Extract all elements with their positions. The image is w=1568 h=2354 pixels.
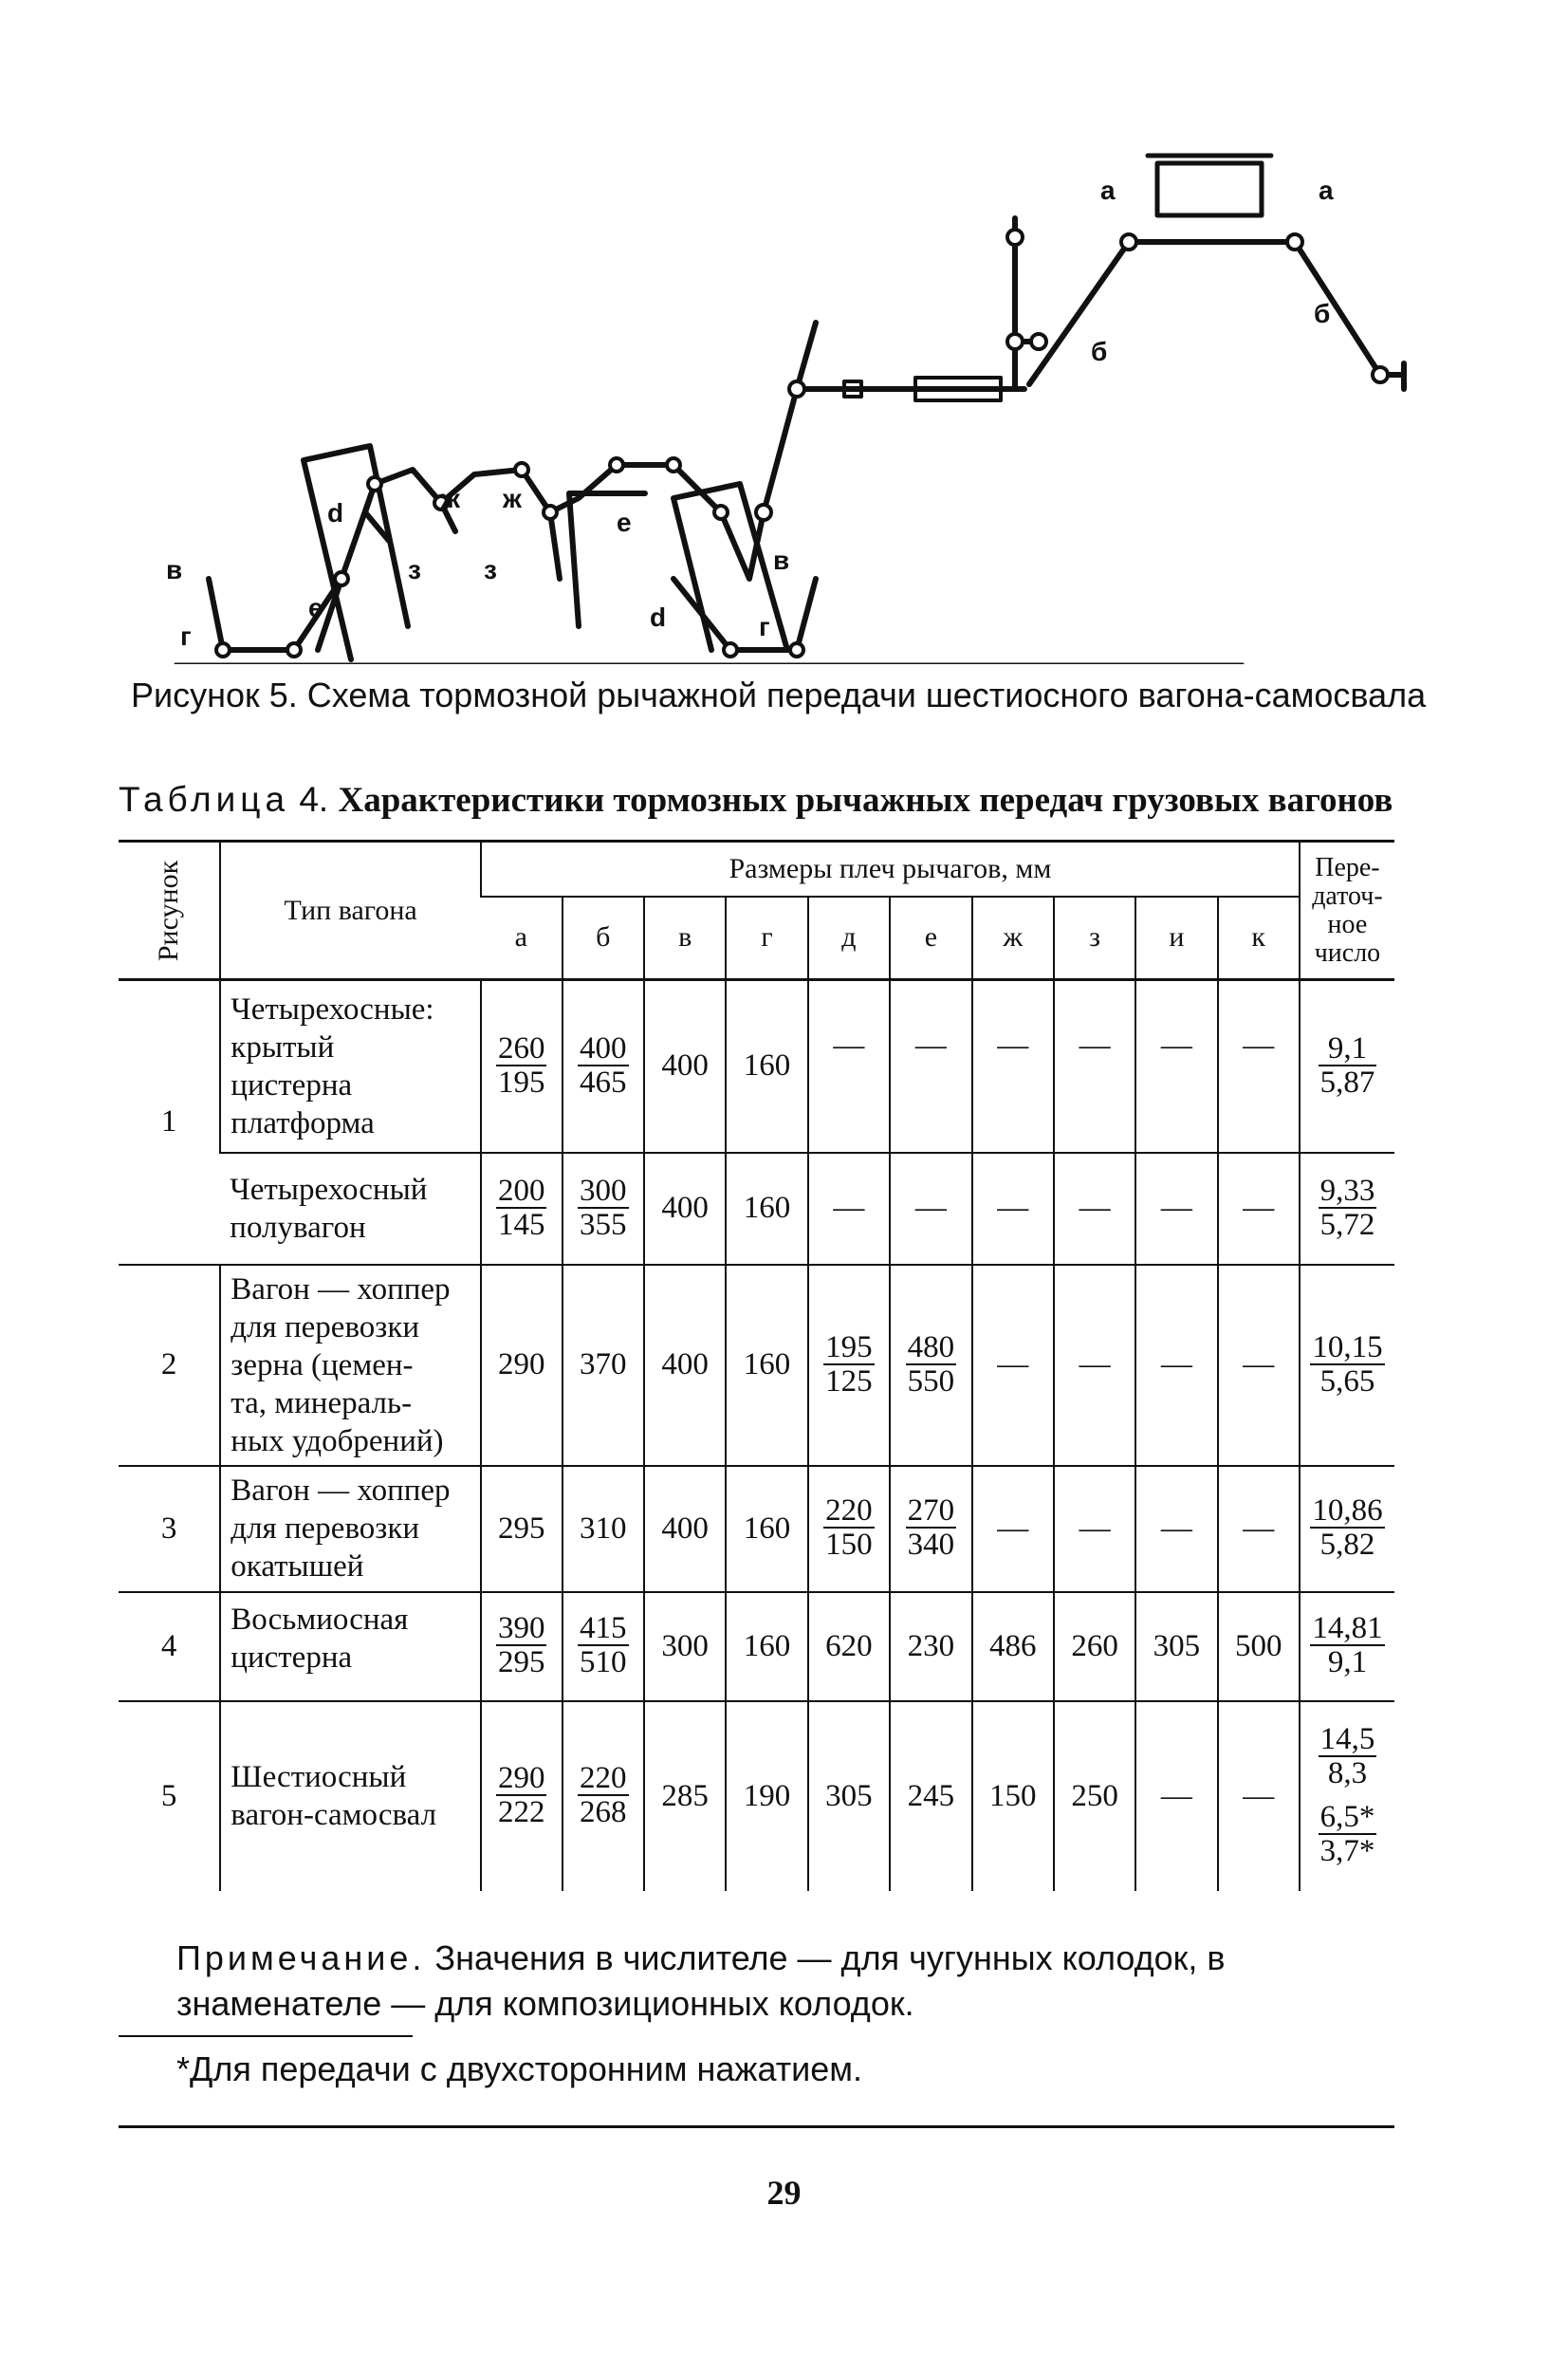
cell-a: 290 bbox=[481, 1265, 563, 1466]
cell-v: 285 bbox=[644, 1701, 726, 1891]
row-type: Восьмиосная цистерна bbox=[220, 1592, 481, 1701]
table-row bbox=[119, 1265, 1394, 1466]
cell-b: $\frac{415}{510}$ bbox=[563, 1592, 645, 1701]
cell-g: 160 bbox=[726, 1592, 807, 1701]
cell-i: — bbox=[1135, 980, 1217, 1153]
table-row bbox=[119, 1466, 1394, 1592]
cell-z: 260 bbox=[1054, 1592, 1135, 1701]
header-ratio: Пере- даточ- ное число bbox=[1300, 842, 1394, 980]
row-type: Вагон — хоппер для перевозки окатышей bbox=[220, 1466, 481, 1592]
cell-g: 190 bbox=[726, 1701, 807, 1891]
cell-b: $\frac{300}{355}$ bbox=[563, 1153, 645, 1265]
svg-text:ж: ж bbox=[441, 484, 460, 513]
cell-zh: — bbox=[972, 1153, 1054, 1265]
brake-linkage-diagram bbox=[142, 133, 1413, 664]
cell-d: 305 bbox=[808, 1701, 891, 1891]
cell-b: 370 bbox=[563, 1265, 645, 1466]
cell-b: $\frac{400}{465}$ bbox=[563, 980, 645, 1153]
header-arm-zh: ж bbox=[972, 897, 1054, 980]
table-title bbox=[119, 780, 1393, 821]
cell-g: 160 bbox=[726, 1265, 807, 1466]
cell-i: — bbox=[1135, 1153, 1217, 1265]
header-sizes: Размеры плеч рычагов, мм bbox=[481, 842, 1300, 897]
header-arm-d: д bbox=[808, 897, 891, 980]
header-arm-z: з bbox=[1054, 897, 1135, 980]
cell-a: $\frac{260}{195}$ bbox=[481, 980, 563, 1153]
cell-i: — bbox=[1135, 1466, 1217, 1592]
row-type: Вагон — хоппер для перевозки зерна (цемен- та, минераль- ных удобрений) bbox=[220, 1265, 481, 1466]
svg-text:з: з bbox=[484, 555, 497, 584]
row-figure: 2 bbox=[119, 1265, 220, 1466]
cell-ratio: $\frac{9,1}{5,87}$ bbox=[1300, 980, 1394, 1153]
cell-g: 160 bbox=[726, 980, 807, 1153]
cell-ratio: $\frac{10,86}{5,82}$ bbox=[1300, 1466, 1394, 1592]
cell-v: 400 bbox=[644, 1466, 726, 1592]
header-arm-g: г bbox=[726, 897, 807, 980]
cell-a: $\frac{390}{295}$ bbox=[481, 1592, 563, 1701]
cell-z: — bbox=[1054, 1466, 1135, 1592]
cell-ratio: $\frac{9,33}{5,72}$ bbox=[1300, 1153, 1394, 1265]
cell-d: — bbox=[808, 980, 891, 1153]
table-row bbox=[119, 1592, 1394, 1701]
svg-text:e: e bbox=[308, 593, 323, 622]
note-text: Значения в числителе — для чугунных колодок, в знаменателе — для композиционных колодок. bbox=[176, 1938, 1226, 2023]
svg-text:d: d bbox=[327, 498, 344, 528]
cell-d: $\frac{220}{150}$ bbox=[808, 1466, 891, 1592]
row-figure: 4 bbox=[119, 1592, 220, 1701]
note-label: Примечание. bbox=[176, 1938, 426, 1977]
svg-text:d: d bbox=[650, 602, 667, 632]
cell-e: 245 bbox=[890, 1701, 972, 1891]
cell-ratio: $\frac{14,5}{8,3}$ $\frac{6,5*}{3,7*}$ bbox=[1300, 1701, 1394, 1891]
cell-v: 400 bbox=[644, 980, 726, 1153]
cell-a: $\frac{200}{145}$ bbox=[481, 1153, 563, 1265]
cell-b: $\frac{220}{268}$ bbox=[563, 1701, 645, 1891]
cell-zh: — bbox=[972, 1265, 1054, 1466]
cell-i: 305 bbox=[1135, 1592, 1217, 1701]
svg-text:ж: ж bbox=[503, 484, 522, 513]
row-type: Четырехосные: крытый цистерна платформа bbox=[220, 980, 481, 1153]
cell-zh: 150 bbox=[972, 1701, 1054, 1891]
svg-text:б: б bbox=[1314, 299, 1331, 328]
row-type: Четырехосный полувагон bbox=[220, 1153, 481, 1265]
svg-text:г: г bbox=[759, 612, 770, 641]
cell-d: — bbox=[808, 1153, 891, 1265]
header-arm-a: а bbox=[481, 897, 563, 980]
header-figure: Рисунок bbox=[119, 842, 220, 980]
cell-k: — bbox=[1218, 980, 1300, 1153]
row-figure: 5 bbox=[160, 1778, 177, 1813]
cell-i: — bbox=[1135, 1265, 1217, 1466]
cell-e: $\frac{270}{340}$ bbox=[890, 1466, 972, 1592]
svg-text:в: в bbox=[166, 555, 183, 584]
header-arm-v: в bbox=[644, 897, 726, 980]
cell-a: $\frac{290}{222}$ bbox=[481, 1701, 563, 1891]
cell-a: 295 bbox=[481, 1466, 563, 1592]
cell-b: 310 bbox=[563, 1466, 645, 1592]
row-type: Шестиосный вагон-самосвал bbox=[220, 1701, 481, 1891]
cell-d: $\frac{195}{125}$ bbox=[808, 1265, 891, 1466]
cell-g: 160 bbox=[726, 1466, 807, 1592]
cell-g: 160 bbox=[726, 1153, 807, 1265]
cell-z: — bbox=[1054, 980, 1135, 1153]
header-type: Тип вагона bbox=[220, 842, 481, 980]
row-figure: 1 bbox=[119, 980, 220, 1265]
cell-e: — bbox=[890, 1153, 972, 1265]
cell-z: — bbox=[1054, 1153, 1135, 1265]
footnote: *Для передачи с двухсторонним нажатием. bbox=[176, 2049, 863, 2088]
cell-z: — bbox=[1054, 1265, 1135, 1466]
cell-k: — bbox=[1218, 1466, 1300, 1592]
cell-e: — bbox=[890, 980, 972, 1153]
cell-k: — bbox=[1218, 1265, 1300, 1466]
svg-text:г: г bbox=[180, 621, 192, 651]
cell-v: 300 bbox=[644, 1592, 726, 1701]
cell-k: — bbox=[1218, 1701, 1300, 1891]
header-arm-b: б bbox=[563, 897, 645, 980]
page-bottom-rule bbox=[119, 2125, 1394, 2128]
cell-ratio: $\frac{10,15}{5,65}$ bbox=[1300, 1265, 1394, 1466]
cell-k: — bbox=[1218, 1153, 1300, 1265]
table-heading: Характеристики тормозных рычажных передач грузовых вагонов bbox=[338, 781, 1393, 820]
page-number: 29 bbox=[766, 2174, 802, 2212]
header-arm-k: к bbox=[1218, 897, 1300, 980]
footnote-divider bbox=[119, 2035, 413, 2037]
cell-ratio: $\frac{14,81}{9,1}$ bbox=[1300, 1592, 1394, 1701]
table-label: Таблица bbox=[119, 780, 290, 819]
cell-v: 400 bbox=[644, 1265, 726, 1466]
svg-text:а: а bbox=[1319, 176, 1334, 205]
cell-k: 500 bbox=[1218, 1592, 1300, 1701]
svg-text:в: в bbox=[773, 546, 790, 575]
svg-text:з: з bbox=[408, 555, 421, 584]
cell-d: 620 bbox=[808, 1592, 891, 1701]
table-row bbox=[119, 1153, 1394, 1265]
table-note bbox=[176, 1936, 1391, 2027]
svg-text:а: а bbox=[1100, 176, 1116, 205]
cell-v: 400 bbox=[644, 1153, 726, 1265]
svg-text:б: б bbox=[1091, 337, 1108, 366]
characteristics-table bbox=[119, 840, 1394, 1891]
cell-z: 250 bbox=[1054, 1701, 1135, 1891]
cell-i: — bbox=[1135, 1701, 1217, 1891]
table-row bbox=[119, 1701, 1394, 1891]
cell-e: 230 bbox=[890, 1592, 972, 1701]
cell-zh: — bbox=[972, 1466, 1054, 1592]
header-arm-i: и bbox=[1135, 897, 1217, 980]
figure-caption: Рисунок 5. Схема тормозной рычажной передачи шестиосного вагона-самосвала bbox=[131, 676, 1427, 714]
row-figure: 3 bbox=[119, 1466, 220, 1592]
cell-zh: 486 bbox=[972, 1592, 1054, 1701]
header-arm-e: е bbox=[890, 897, 972, 980]
table-number: 4. bbox=[299, 780, 329, 819]
cell-zh: — bbox=[972, 980, 1054, 1153]
cell-e: $\frac{480}{550}$ bbox=[890, 1265, 972, 1466]
table-row bbox=[119, 980, 1394, 1153]
svg-text:e: e bbox=[617, 508, 632, 537]
